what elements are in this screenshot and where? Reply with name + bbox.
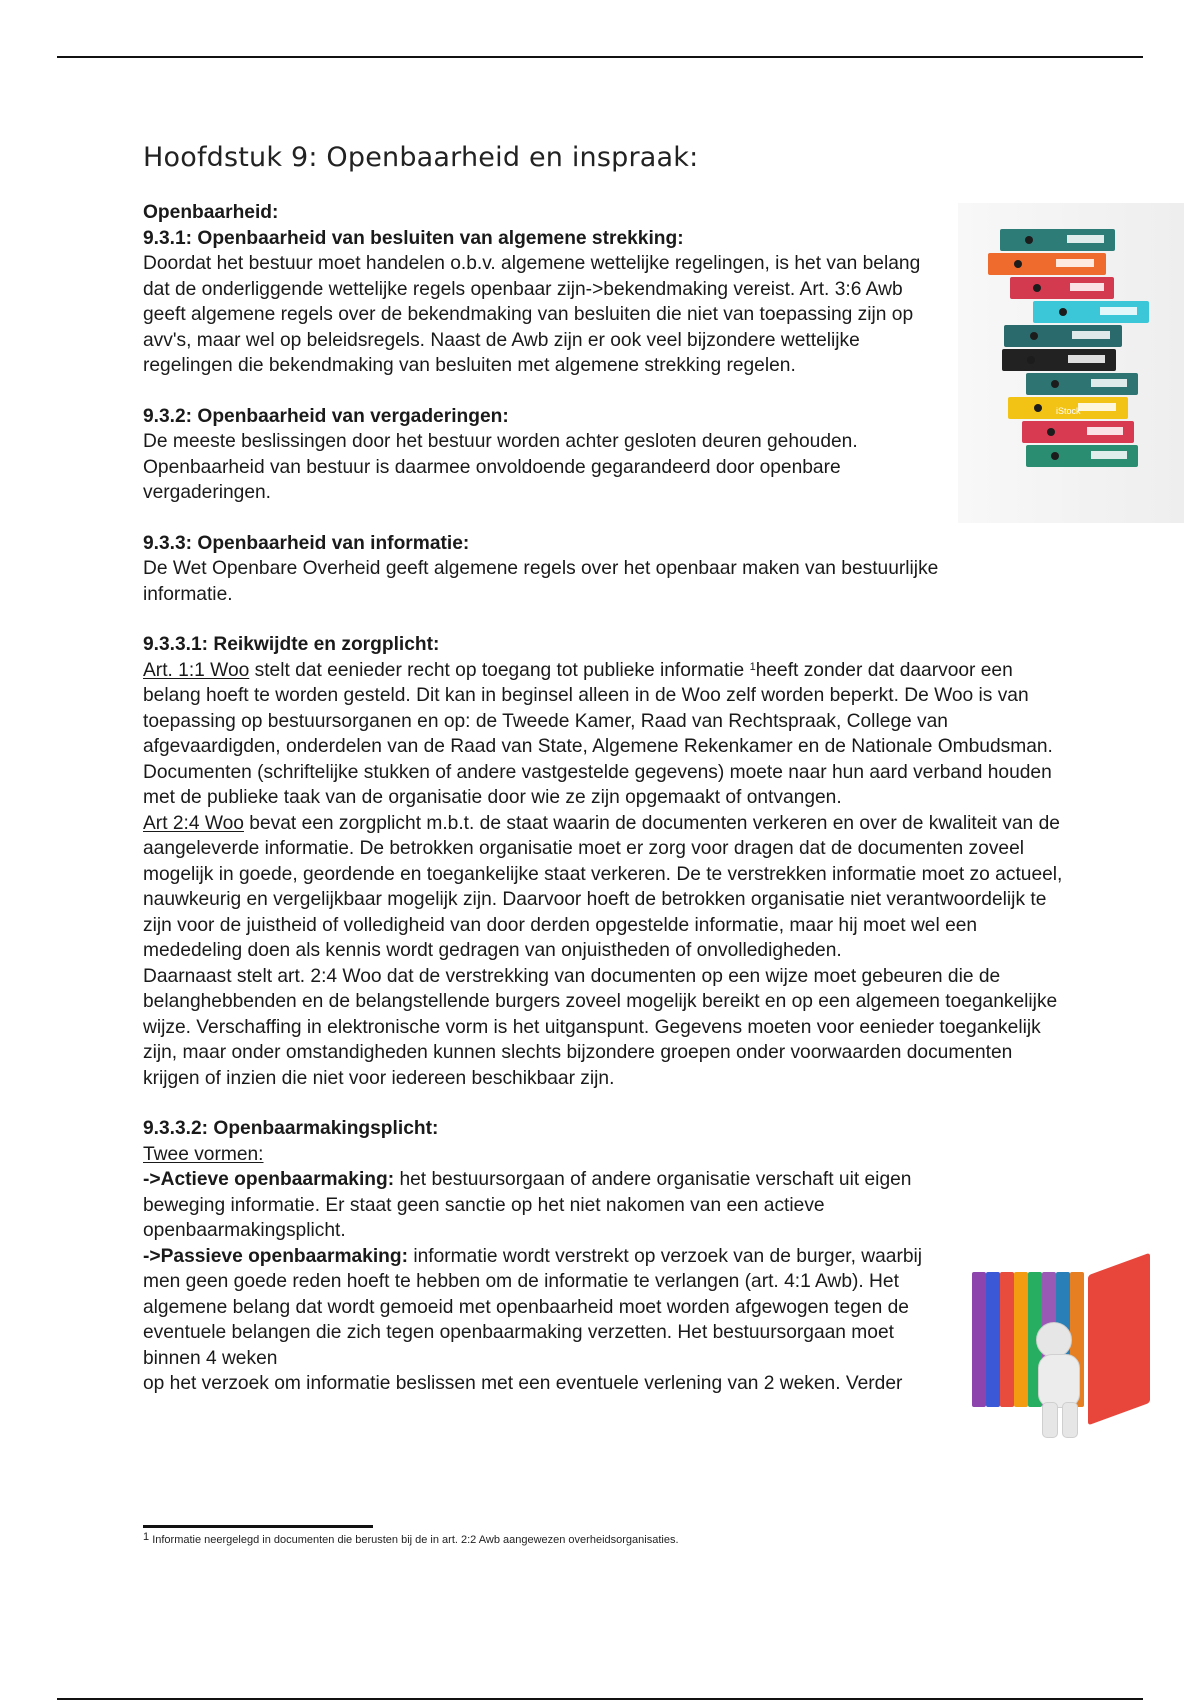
binder-hole xyxy=(1025,236,1033,244)
passive-label: ->Passieve openbaarmaking: xyxy=(143,1245,409,1267)
binder xyxy=(1026,373,1138,395)
upright-folder xyxy=(972,1272,986,1407)
law-reference-art-1-1: Art. 1:1 Woo xyxy=(143,659,250,681)
section-heading: 9.3.3: Openbaarheid van informatie: xyxy=(143,532,470,554)
document-body xyxy=(143,142,1073,1422)
binder-stack-image xyxy=(958,203,1184,523)
paragraph-text: bevat een zorgplicht m.b.t. de staat waarin de documenten verkeren en over de kwaliteit van de aangeleverde informatie. De betrokken organisatie moet er zorg voor dragen dat de documenten zoveel mogelijk in goede, geordende en toegankelijke staat verkeren. De te verstrekken informatie moet zo actueel, nauwkeurig en vergelijkbaar mogelijk zijn. Daarvoor hoeft de betrokken organisatie niet verantwoordelijk te zijn voor de juistheid of volledigheid van door derden opgestelde informatie, maar hij moet wel een mededeling doen als kennis wordt gedragen van onjuistheden of onvolledigheden. xyxy=(143,812,1063,961)
intro-line xyxy=(143,1142,1073,1168)
binder-hole xyxy=(1051,380,1059,388)
binder-label xyxy=(1056,259,1094,267)
binder-hole xyxy=(1027,356,1035,364)
section-paragraph: De Wet Openbare Overheid geeft algemene regels over het openbaar maken van bestuurlijke informatie. xyxy=(143,558,939,605)
person-with-folders-image xyxy=(968,1252,1160,1437)
binder xyxy=(1000,229,1115,251)
upright-folder xyxy=(986,1272,1000,1407)
section-heading: 9.3.1: Openbaarheid van besluiten van algemene strekking: xyxy=(143,227,684,249)
paragraph-verstrekking: Daarnaast stelt art. 2:4 Woo dat de verstrekking van documenten op een wijze moet gebeuren die de belanghebbenden en de belangstellende burgers zoveel mogelijk bereikt en op een algemeen toegankelijke wijze. Verschaffing in elektronische vorm is het uitganspunt. Gegevens moeten voor eenieder toegankelijk zijn, maar onder omstandigheden kunnen slechts bijzondere groepen onder voorwaarden documenten krijgen of inzien die niet voor iedereen beschikbaar zijn. xyxy=(143,965,1058,1089)
section-paragraph: Doordat het bestuur moet handelen o.b.v. algemene wettelijke regelingen, is het van belang dat de onderliggende wettelijke regels openbaar zijn->bekendmaking vereist. Art. 3:6 Awb geeft algemene regels over de bekendmaking van besluiten die niet van toepassing zijn op avv's, maar wel op beleidsregels. Naast de Awb zijn er ook veel bijzondere wettelijke regelingen die bekendmaking van besluiten met algemene strekking regelen. xyxy=(143,253,921,376)
section-paragraph: De meeste beslissingen door het bestuur worden achter gesloten deuren gehouden. Openbaarheid van bestuur is daarmee onvoldoende gegarandeerd door openbare vergaderingen. xyxy=(143,431,858,503)
paragraph-art-2-4 xyxy=(143,811,1073,964)
binder-hole xyxy=(1030,332,1038,340)
section-heading: 9.3.3.1: Reikwijdte en zorgplicht: xyxy=(143,634,440,655)
figure-torso xyxy=(1038,1354,1080,1408)
binder-label xyxy=(1068,355,1104,363)
intro-underlined: Twee vormen: xyxy=(143,1143,264,1165)
footnote xyxy=(143,1531,679,1546)
footnote-rule xyxy=(143,1525,373,1528)
watermark-label: iStock xyxy=(1056,406,1081,416)
section-9-3-3 xyxy=(143,531,1073,608)
binder xyxy=(1033,301,1149,323)
active-text: het bestuursorgaan of andere organisatie verschaft uit eigen beweging informatie. Er staat geen sanctie op het niet nakomen van een actieve openbaarmakingsplicht. xyxy=(143,1169,912,1241)
binder-hole xyxy=(1034,404,1042,412)
figure-head xyxy=(1036,1322,1072,1358)
binder-label xyxy=(1100,307,1137,315)
binder xyxy=(1010,277,1114,299)
passive-text: informatie wordt verstrekt op verzoek van de burger, waarbij men geen goede reden hoeft te hebben om de informatie te verlangen (art. 4:1 Awb). Het algemene belang dat wordt gemoeid met openbaarheid moet worden afgewogen tegen de eventuele belangen die zich tegen openbaarmaking verzetten. Het bestuursorgaan moet binnen 4 weken xyxy=(143,1245,923,1369)
section-heading: 9.3.3.2: Openbaarmakingsplicht: xyxy=(143,1118,439,1139)
binder-label xyxy=(1070,283,1103,291)
section-heading: 9.3.2: Openbaarheid van vergaderingen: xyxy=(143,405,509,427)
paragraph-text: stelt dat eenieder recht op toegang tot publieke informatie xyxy=(249,659,750,681)
section-9-3-2 xyxy=(143,404,943,506)
section-9-3-3-1 xyxy=(143,632,1073,1091)
binder-hole xyxy=(1059,308,1067,316)
section-label: Openbaarheid: xyxy=(143,202,279,223)
footnote-text: Informatie neergelegd in documenten die berusten bij de in art. 2:2 Awb aangewezen overheidsorganisaties. xyxy=(152,1534,679,1546)
binder-label xyxy=(1067,235,1104,243)
binder xyxy=(1004,325,1122,347)
footnote-mark: 1 xyxy=(143,1531,150,1543)
binder-hole xyxy=(1033,284,1041,292)
binder-hole xyxy=(1014,260,1022,268)
section-9-3-3-2 xyxy=(143,1116,1073,1397)
binder xyxy=(1002,349,1116,371)
binder-label xyxy=(1091,451,1127,459)
passive-disclosure xyxy=(143,1244,938,1372)
active-disclosure xyxy=(143,1167,938,1244)
upright-folder xyxy=(1000,1272,1014,1407)
binder-label xyxy=(1072,331,1110,339)
binder-hole xyxy=(1051,452,1059,460)
continuation-line: op het verzoek om informatie beslissen met een eventuele verlening van 2 weken. Verder xyxy=(143,1373,903,1394)
footnote-reference: 1 xyxy=(749,660,756,673)
binder xyxy=(1022,421,1134,443)
big-red-folder xyxy=(1088,1253,1150,1426)
binder-hole xyxy=(1047,428,1055,436)
binder xyxy=(988,253,1106,275)
upright-folder xyxy=(1014,1272,1028,1407)
header-rule xyxy=(57,56,1143,58)
paragraph-text: heeft zonder dat daarvoor een belang hoeft te worden gesteld. Dit kan in beginsel alleen in de Woo zelf worden beperkt. De Woo is van toepassing op bestuursorganen en op: de Tweede Kamer, Raad van Rechtspraak, College van afgevaardigden, onderdelen van de Raad van State, Algemene Rekenkamer en de Nationale Ombudsman. Documenten (schriftelijke stukken of andere vastgestelde gegevens) moete naar hun aard verband houden met de publieke taak van de organisatie door wie ze zijn opgemaakt of ontvangen. xyxy=(143,659,1053,808)
paragraph-art-1-1 xyxy=(143,658,1073,811)
active-label: ->Actieve openbaarmaking: xyxy=(143,1169,395,1190)
binder-label xyxy=(1087,427,1123,435)
binder xyxy=(1026,445,1138,467)
page-title: Hoofdstuk 9: Openbaarheid en inspraak: xyxy=(143,142,699,173)
binder-label xyxy=(1078,403,1116,411)
figure-leg-right xyxy=(1062,1402,1078,1438)
binder-label xyxy=(1091,379,1127,387)
figure-leg-left xyxy=(1042,1402,1058,1438)
section-9-3-1 xyxy=(143,226,943,379)
law-reference-art-2-4: Art 2:4 Woo xyxy=(143,812,244,834)
